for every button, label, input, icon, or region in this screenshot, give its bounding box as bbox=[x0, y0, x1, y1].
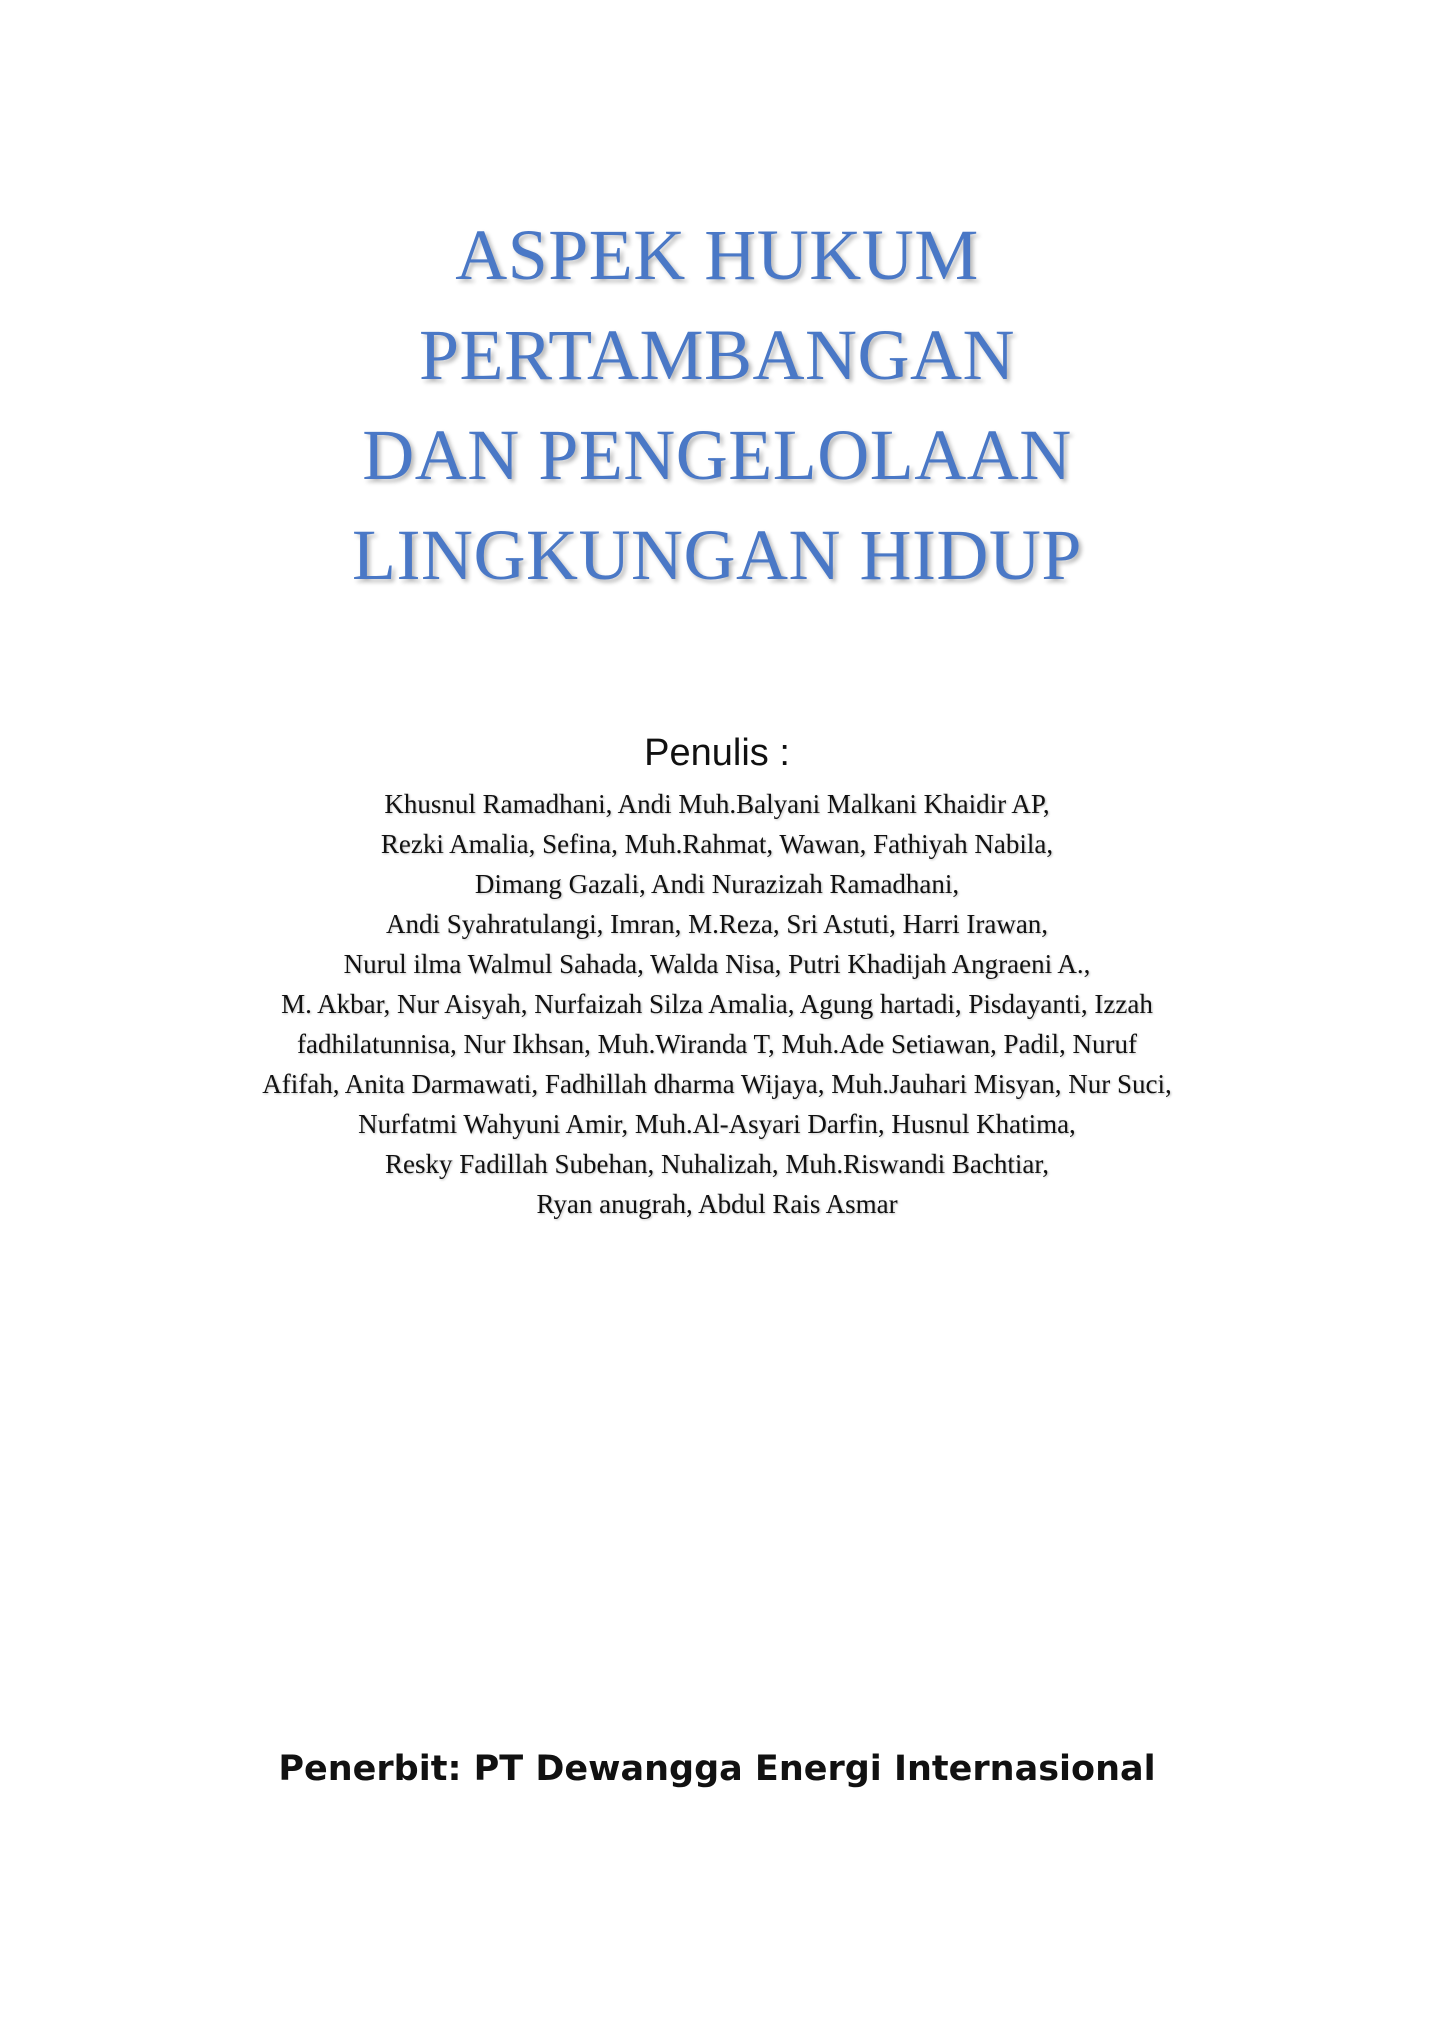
title-line: DAN PENGELOLAAN bbox=[362, 415, 1072, 495]
author-line: Andi Syahratulangi, Imran, M.Reza, Sri Astuti, Harri Irawan, bbox=[385, 909, 1049, 939]
authors-heading: Penulis : bbox=[644, 732, 790, 774]
author-line: Resky Fadillah Subehan, Nuhalizah, Muh.Riswandi Bachtiar, bbox=[384, 1149, 1050, 1179]
author-line: M. Akbar, Nur Aisyah, Nurfaizah Silza Amalia, Agung hartadi, Pisdayanti, Izzah bbox=[281, 989, 1153, 1019]
title-line: ASPEK HUKUM bbox=[455, 215, 979, 295]
title-line: LINGKUNGAN HIDUP bbox=[352, 515, 1082, 595]
authors-section bbox=[0, 728, 1434, 1224]
author-line: Nurfatmi Wahyuni Amir, Muh.Al-Asyari Darfin, Husnul Khatima, bbox=[358, 1109, 1076, 1139]
author-line: Ryan anugrah, Abdul Rais Asmar bbox=[536, 1189, 898, 1219]
author-line: fadhilatunnisa, Nur Ikhsan, Muh.Wiranda T, Muh.Ade Setiawan, Padil, Nuruf bbox=[297, 1029, 1137, 1059]
author-line: Afifah, Anita Darmawati, Fadhillah dharma Wijaya, Muh.Jauhari Misyan, Nur Suci, bbox=[262, 1069, 1172, 1099]
author-line: Khusnul Ramadhani, Andi Muh.Balyani Malkani Khaidir AP, bbox=[384, 789, 1050, 819]
title-line: PERTAMBANGAN bbox=[419, 315, 1015, 395]
book-title bbox=[0, 205, 1434, 605]
author-line: Nurul ilma Walmul Sahada, Walda Nisa, Putri Khadijah Angraeni A., bbox=[343, 949, 1091, 979]
author-line: Rezki Amalia, Sefina, Muh.Rahmat, Wawan, Fathiyah Nabila, bbox=[380, 829, 1054, 859]
author-line: Dimang Gazali, Andi Nurazizah Ramadhani, bbox=[474, 869, 960, 899]
publisher-line: Penerbit: PT Dewangga Energi Internasional bbox=[278, 1749, 1156, 1789]
